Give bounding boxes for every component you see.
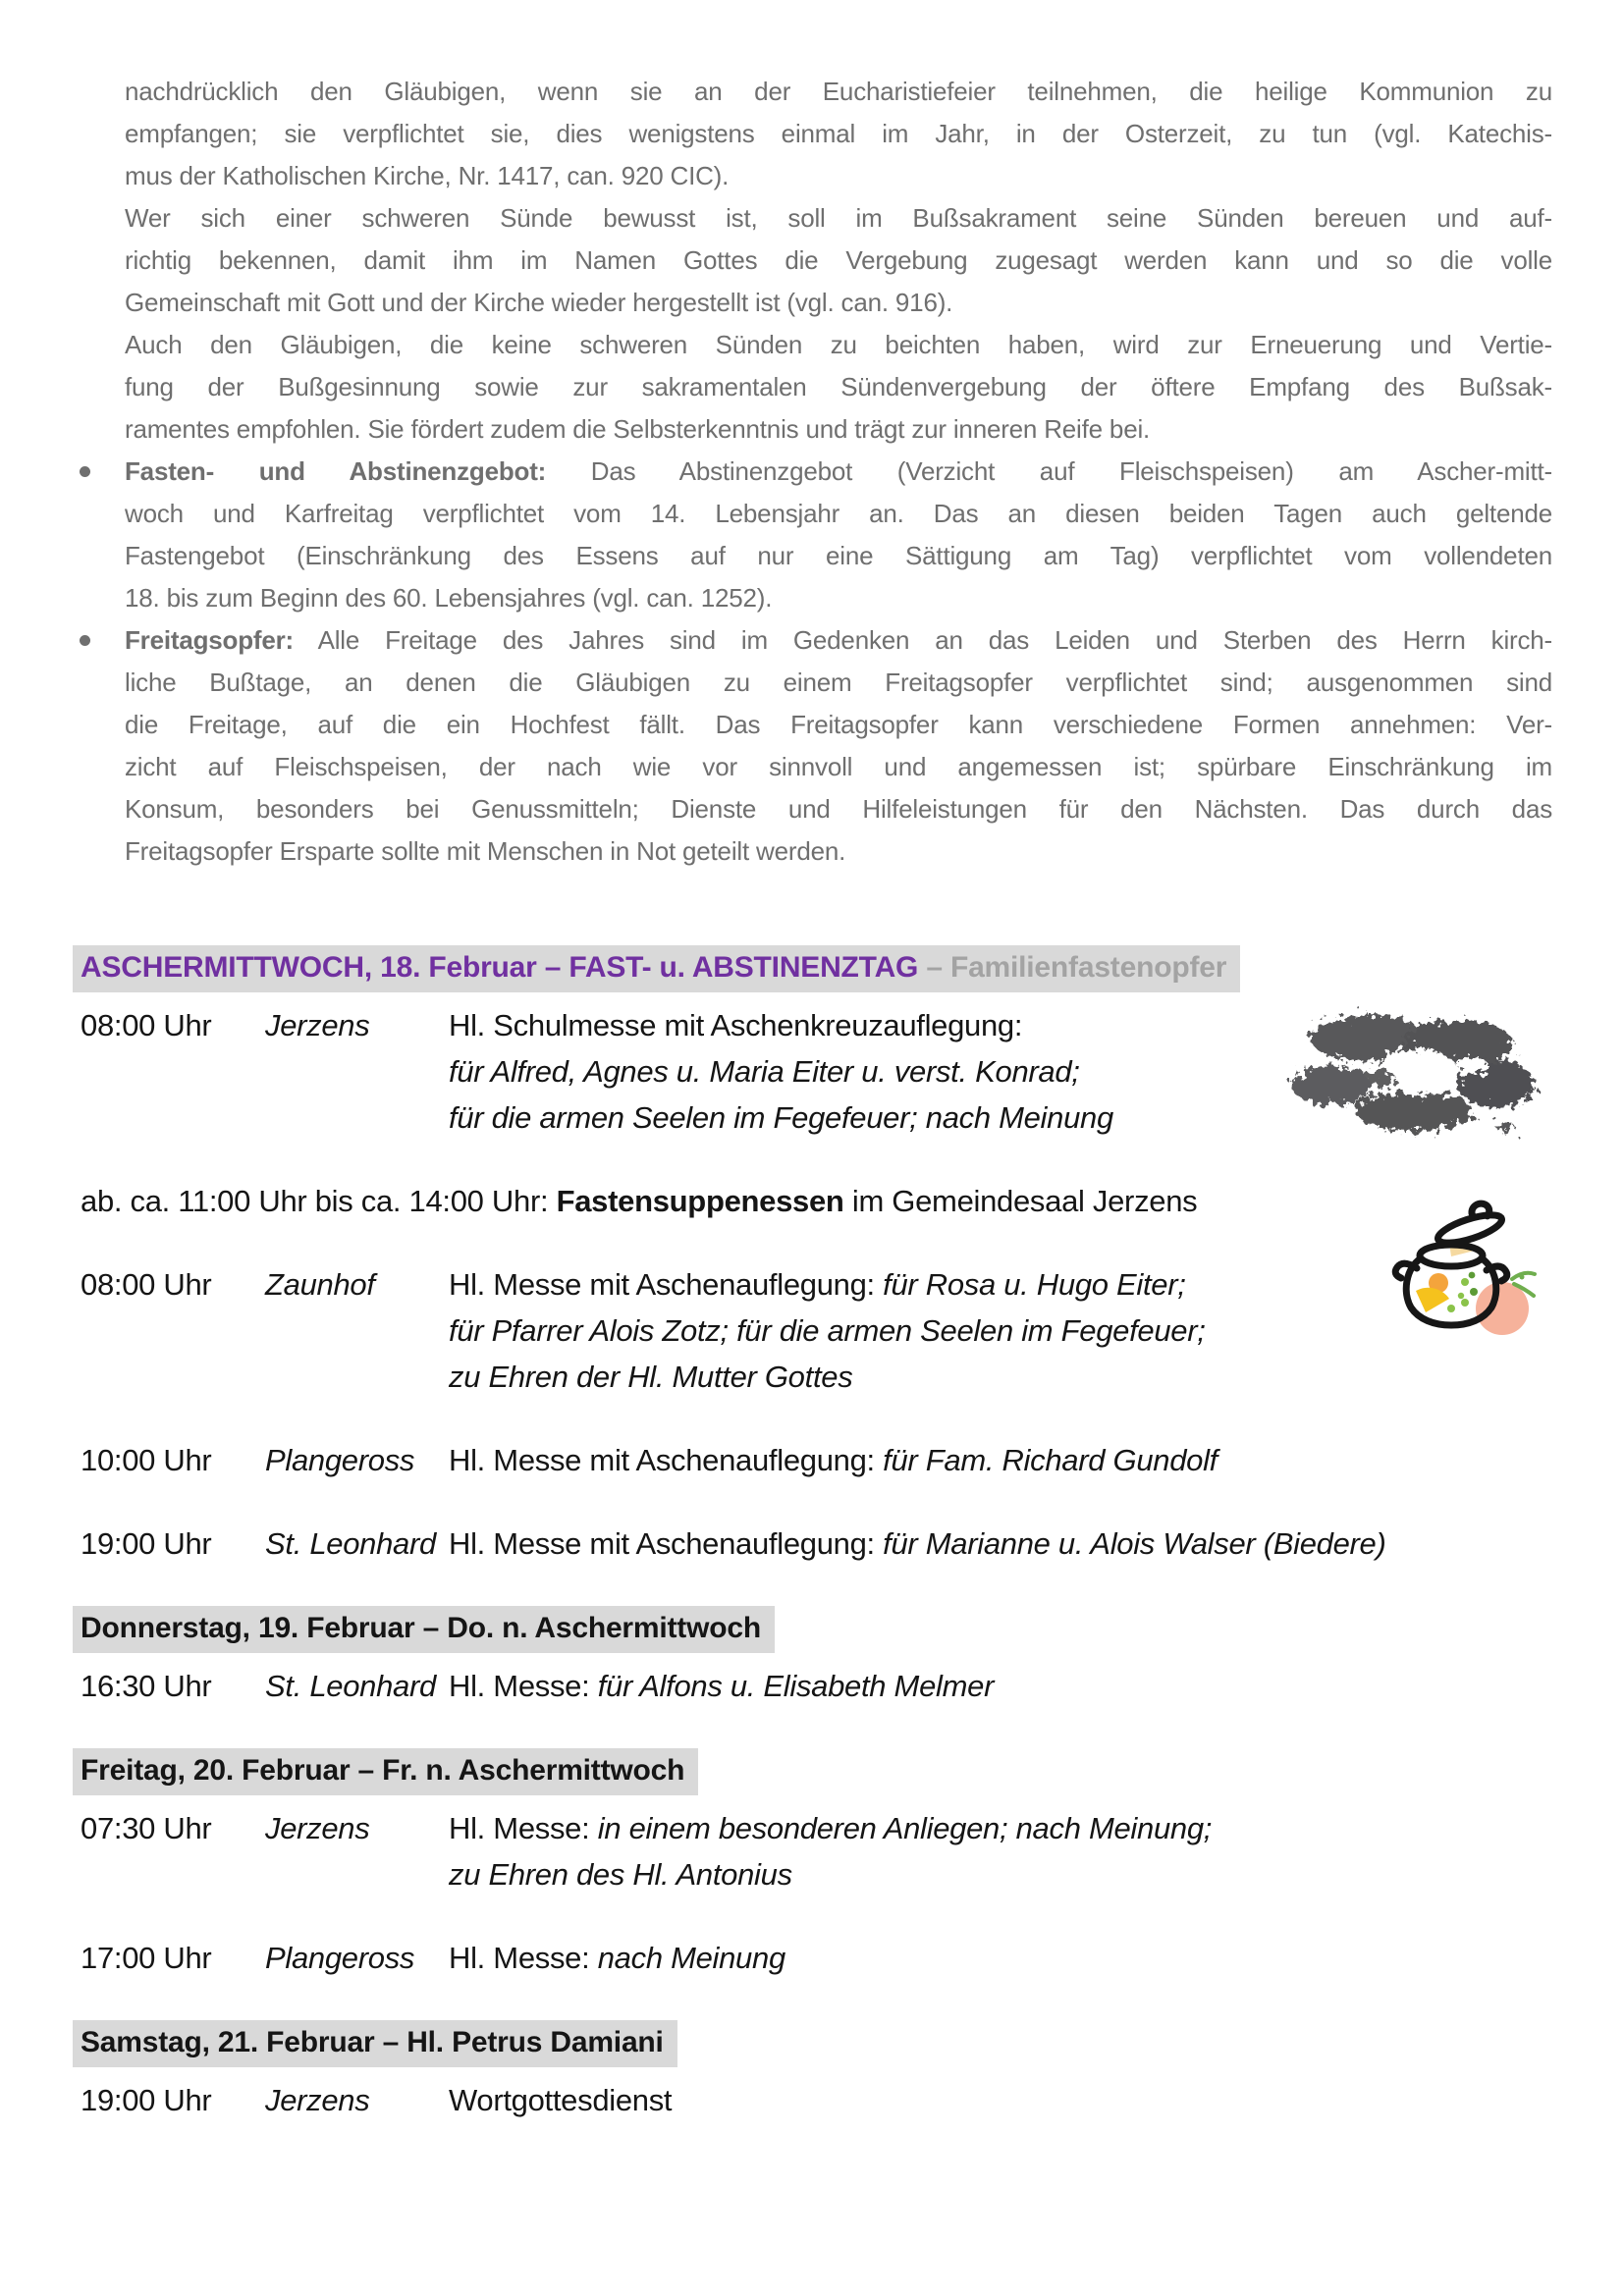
mass-time: 10:00 Uhr	[81, 1443, 212, 1477]
paragraph-line: nachdrücklich den Gläubigen, wenn sie an der Eucharistiefeier teilnehmen, die heilige Kommunion zu	[125, 77, 1552, 106]
schedule-section	[81, 1604, 1552, 1709]
description-line	[449, 1663, 1552, 1709]
text-segment: in einem besonderen Anliegen; nach Meinung;	[597, 1811, 1213, 1845]
mass-time: 07:30 Uhr	[81, 1811, 212, 1845]
schedule-section	[81, 2018, 1552, 2123]
text-segment: zu Ehren des Hl. Antonius	[449, 1857, 792, 1892]
mass-row	[81, 1521, 1552, 1567]
text-segment: Hl. Schulmesse mit Aschenkreuzauflegung:	[449, 1008, 1023, 1042]
bullet-lead-rest: Alle Freitage des Jahres sind im Gedenken an das Leiden und Sterben des Herrn kirch-	[294, 625, 1552, 655]
mass-time: 08:00 Uhr	[81, 1008, 212, 1042]
text-segment: für Marianne u. Alois Walser (Biedere)	[883, 1526, 1386, 1561]
text-paragraph	[125, 451, 1552, 619]
paragraph-line: fung der Bußgesinnung sowie zur sakramentalen Sündenvergebung der öftere Empfang des Bußsak-	[125, 372, 1552, 401]
bullet-lead-label: Fasten- und Abstinenzgebot:	[125, 456, 547, 486]
text-segment: für Alfred, Agnes u. Maria Eiter u. verst. Konrad;	[449, 1054, 1080, 1089]
section-heading	[73, 945, 1240, 992]
description-line	[449, 1851, 1552, 1897]
mass-place: Plangeross	[265, 1941, 415, 1975]
description-line	[449, 1437, 1552, 1483]
schedule-note	[81, 1178, 1552, 1224]
section-heading-text: Donnerstag, 19. Februar – Do. n. Aschermittwoch	[81, 1612, 761, 1644]
mass-row	[81, 1935, 1552, 1981]
mass-description	[449, 1437, 1552, 1483]
mass-place: St. Leonhard	[265, 1669, 436, 1703]
mass-place: Plangeross	[265, 1443, 415, 1477]
description-line	[449, 2077, 1552, 2123]
text-segment: zu Ehren der Hl. Mutter Gottes	[449, 1360, 853, 1394]
paragraph-line: zicht auf Fleischspeisen, der nach wie vor sinnvoll und angemessen ist; spürbare Einschränkung im	[125, 752, 1552, 781]
mass-row	[81, 1805, 1552, 1897]
paragraph-line: Auch den Gläubigen, die keine schweren Sünden zu beichten haben, wird zur Erneuerung und Vertie-	[125, 330, 1552, 359]
text-segment: Hl. Messe:	[449, 1811, 598, 1845]
paragraph-line: Fastengebot (Einschränkung des Essens auf nur eine Sättigung am Tag) verpflichtet vom vollendeten	[125, 541, 1552, 570]
mass-description	[449, 1935, 1552, 1981]
fasting-soup-pot-illustration	[1355, 1178, 1624, 1355]
mass-row	[81, 1663, 1552, 1709]
mass-description	[449, 1663, 1552, 1709]
text-segment: ab. ca. 11:00 Uhr bis ca. 14:00 Uhr:	[81, 1184, 557, 1218]
paragraph-line: woch und Karfreitag verpflichtet vom 14. Lebensjahr an. Das an diesen beiden Tagen auch geltende	[125, 499, 1552, 528]
text-paragraph	[125, 619, 1552, 873]
text-segment: Hl. Messe mit Aschenauflegung:	[449, 1526, 884, 1561]
mass-time: 17:00 Uhr	[81, 1941, 212, 1975]
text-segment: Hl. Messe:	[449, 1941, 598, 1975]
text-segment: für Fam. Richard Gundolf	[883, 1443, 1218, 1477]
mass-place: Jerzens	[265, 2083, 370, 2117]
mass-place: Jerzens	[265, 1811, 370, 1845]
bullet-marker-icon	[80, 635, 90, 646]
description-line	[449, 1935, 1552, 1981]
paragraph-line: liche Bußtage, an denen die Gläubigen zu einem Freitagsopfer verpflichtet sind; ausgenommen sind	[125, 667, 1552, 697]
soup-pot-icon	[1395, 1199, 1535, 1335]
section-heading-text: Samstag, 21. Februar – Hl. Petrus Damiani	[81, 2026, 664, 2058]
mass-place: Zaunhof	[265, 1267, 375, 1302]
mass-time: 16:30 Uhr	[81, 1669, 212, 1703]
mass-place: Jerzens	[265, 1008, 370, 1042]
mass-place: St. Leonhard	[265, 1526, 436, 1561]
paragraph-line: mus der Katholischen Kirche, Nr. 1417, can. 920 CIC).	[125, 161, 730, 190]
intro-block	[0, 0, 1624, 873]
text-segment: für Rosa u. Hugo Eiter;	[883, 1267, 1186, 1302]
text-segment: für Pfarrer Alois Zotz; für die armen Seelen im Fegefeuer;	[449, 1313, 1206, 1348]
description-line	[449, 1354, 1552, 1400]
text-segment: Wortgottesdienst	[449, 2083, 673, 2117]
description-line	[449, 1521, 1552, 1567]
mass-description	[449, 2077, 1552, 2123]
paragraph-line: 18. bis zum Beginn des 60. Lebensjahres (vgl. can. 1252).	[125, 583, 773, 613]
section-heading-text: Freitag, 20. Februar – Fr. n. Aschermittwoch	[81, 1754, 685, 1787]
paragraph-line	[125, 451, 1552, 493]
text-paragraph	[125, 324, 1552, 451]
text-paragraph	[125, 197, 1552, 324]
paragraph-line: empfangen; sie verpflichtet sie, dies wenigstens einmal im Jahr, in der Osterzeit, zu tun (vgl. Katechis-	[125, 119, 1552, 148]
ashes-scatter-illustration	[1272, 989, 1546, 1156]
ash-blobs	[1291, 1015, 1535, 1131]
text-segment: im Gemeindesaal Jerzens	[843, 1184, 1198, 1218]
mass-time: 19:00 Uhr	[81, 1526, 212, 1561]
bullet-marker-icon	[80, 466, 90, 477]
mass-row	[81, 1261, 1552, 1400]
paragraph-line: Wer sich einer schweren Sünde bewusst ist, soll im Bußsakrament seine Sünden bereuen und auf-	[125, 203, 1552, 233]
mass-description	[449, 1521, 1552, 1567]
text-segment: Hl. Messe mit Aschenauflegung:	[449, 1443, 884, 1477]
paragraph-line: Gemeinschaft mit Gott und der Kirche wieder hergestellt ist (vgl. can. 916).	[125, 288, 953, 317]
mass-description	[449, 1805, 1552, 1897]
paragraph-line	[125, 619, 1552, 662]
paragraph-line: Freitagsopfer Ersparte sollte mit Menschen in Not geteilt werden.	[125, 836, 846, 866]
mass-row	[81, 2077, 1552, 2123]
text-segment: Hl. Messe:	[449, 1669, 598, 1703]
schedule-section	[81, 1746, 1552, 1981]
section-heading-suffix: – Familienfastenopfer	[918, 951, 1227, 984]
section-heading	[73, 1606, 775, 1653]
text-segment: für die armen Seelen im Fegefeuer; nach Meinung	[449, 1100, 1113, 1135]
paragraph-line: ramentes empfohlen. Sie fördert zudem die Selbsterkenntnis und trägt zur inneren Reife bei.	[125, 414, 1151, 444]
text-segment: nach Meinung	[597, 1941, 785, 1975]
bullet-lead-rest: Das Abstinenzgebot (Verzicht auf Fleischspeisen) am Ascher-mitt-	[546, 456, 1552, 486]
paragraph-line: richtig bekennen, damit ihm im Namen Gottes die Vergebung zugesagt werden kann und so die volle	[125, 245, 1552, 275]
bullet-lead-label: Freitagsopfer:	[125, 625, 295, 655]
section-heading	[73, 1748, 698, 1795]
text-segment: Fastensuppenessen	[556, 1184, 844, 1218]
paragraph-line: Konsum, besonders bei Genussmitteln; Dienste und Hilfeleistungen für den Nächsten. Das durch das	[125, 794, 1552, 824]
section-heading-text: ASCHERMITTWOCH, 18. Februar – FAST- u. ABSTINENZTAG	[81, 951, 919, 984]
description-line	[449, 1805, 1552, 1851]
section-heading	[73, 2020, 677, 2067]
mass-time: 08:00 Uhr	[81, 1267, 212, 1302]
text-paragraph	[125, 71, 1552, 197]
paragraph-line: die Freitage, auf die ein Hochfest fällt. Das Freitagsopfer kann verschiedene Formen annehmen: Ver-	[125, 710, 1552, 739]
mass-time: 19:00 Uhr	[81, 2083, 212, 2117]
text-segment: für Alfons u. Elisabeth Melmer	[597, 1669, 995, 1703]
text-segment: Hl. Messe mit Aschenauflegung:	[449, 1267, 884, 1302]
mass-row	[81, 1437, 1552, 1483]
